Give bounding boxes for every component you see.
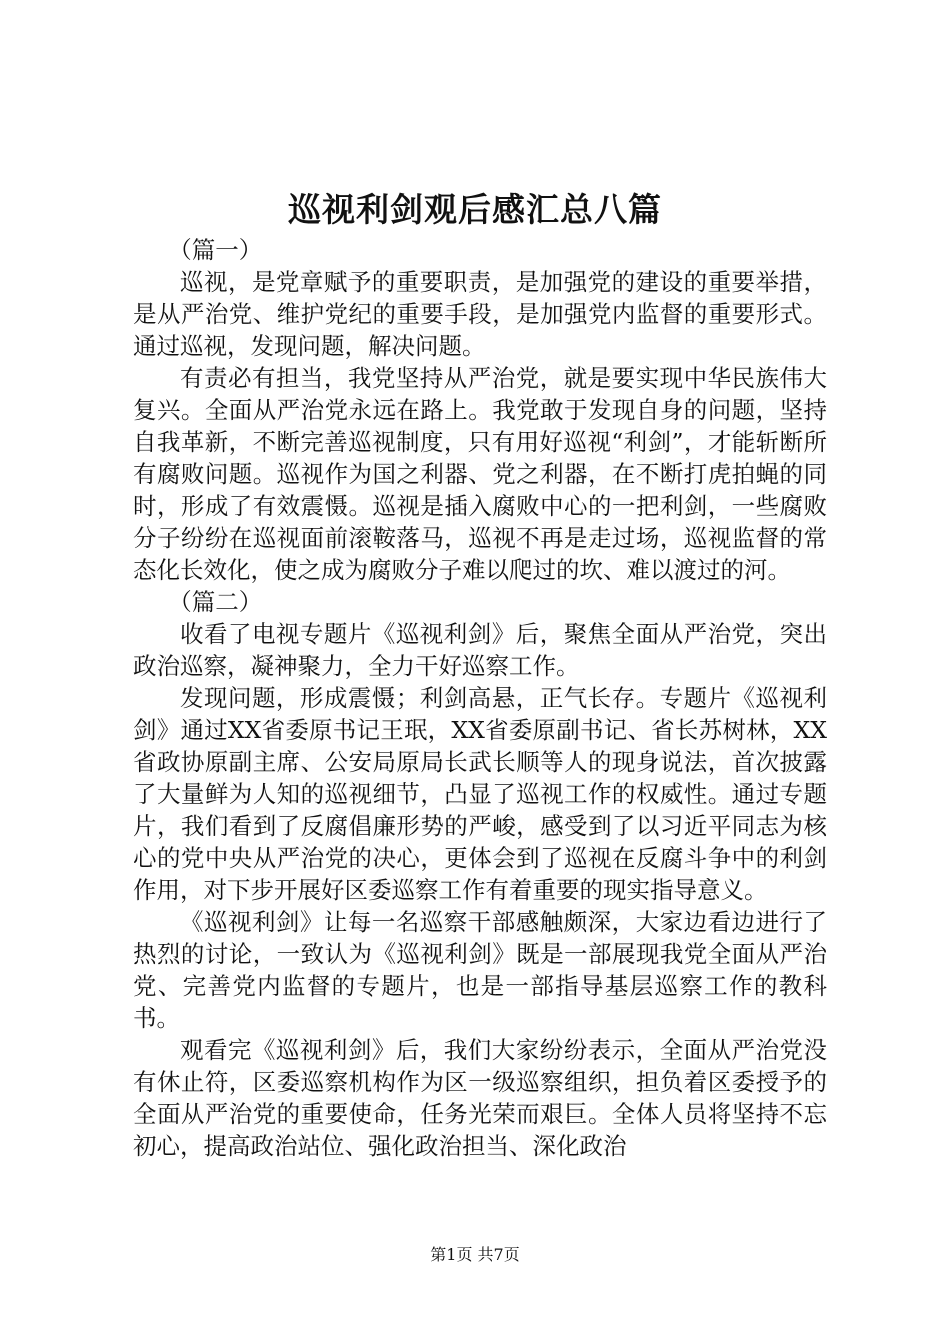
section-heading-1: （篇一）: [168, 236, 263, 264]
paragraph: 发现问题，形成震慑；利剑高悬，正气长存。专题片《巡视利剑》通过XX省委原书记王珉，XX省委原副书记、省长苏树林，XX省政协原副主席、公安局原局长武长顺等人的现身说法，首次披露了大量鲜为人知的巡视细节，凸显了巡视工作的权威性。通过专题片，我们看到了反腐倡廉形势的严峻，感受到了以习近平同志为核心的党中央从严治党的决心，更体会到了巡视在反腐斗争中的利剑作用，对下步开展好区委巡察工作有着重要的现实指导意义。: [133, 684, 827, 904]
paragraph: 观看完《巡视利剑》后，我们大家纷纷表示，全面从严治党没有休止符，区委巡察机构作为区一级巡察组织，担负着区委授予的全面从严治党的重要使命，任务光荣而艰巨。全体人员将坚持不忘初心，提高政治站位、强化政治担当、深化政治: [133, 1036, 827, 1160]
paragraph: 有责必有担当，我党坚持从严治党，就是要实现中华民族伟大复兴。全面从严治党永远在路上。我党敢于发现自身的问题，坚持自我革新，不断完善巡视制度，只有用好巡视“利剑”，才能斩断所有腐败问题。巡视作为国之利器、党之利器，在不断打虎拍蝇的同时，形成了有效震慑。巡视是插入腐败中心的一把利剑，一些腐败分子纷纷在巡视面前滚鞍落马，巡视不再是走过场，巡视监督的常态化长效化，使之成为腐败分子难以爬过的坎、难以渡过的河。: [133, 364, 827, 584]
paragraph: 《巡视利剑》让每一名巡察干部感触颇深，大家边看边进行了热烈的讨论，一致认为《巡视利剑》既是一部展现我党全面从严治党、完善党内监督的专题片，也是一部指导基层巡察工作的教科书。: [133, 908, 827, 1032]
page-number-footer: 第1页 共7页: [430, 1245, 520, 1264]
section-heading-2: （篇二）: [168, 588, 263, 616]
document-title: 巡视利剑观后感汇总八篇: [288, 190, 662, 229]
paragraph: 收看了电视专题片《巡视利剑》后，聚焦全面从严治党，突出政治巡察，凝神聚力，全力干好巡察工作。: [133, 620, 827, 680]
paragraph: 巡视，是党章赋予的重要职责，是加强党的建设的重要举措，是从严治党、维护党纪的重要手段，是加强党内监督的重要形式。通过巡视，发现问题，解决问题。: [133, 268, 827, 360]
document-body: [133, 234, 827, 1162]
